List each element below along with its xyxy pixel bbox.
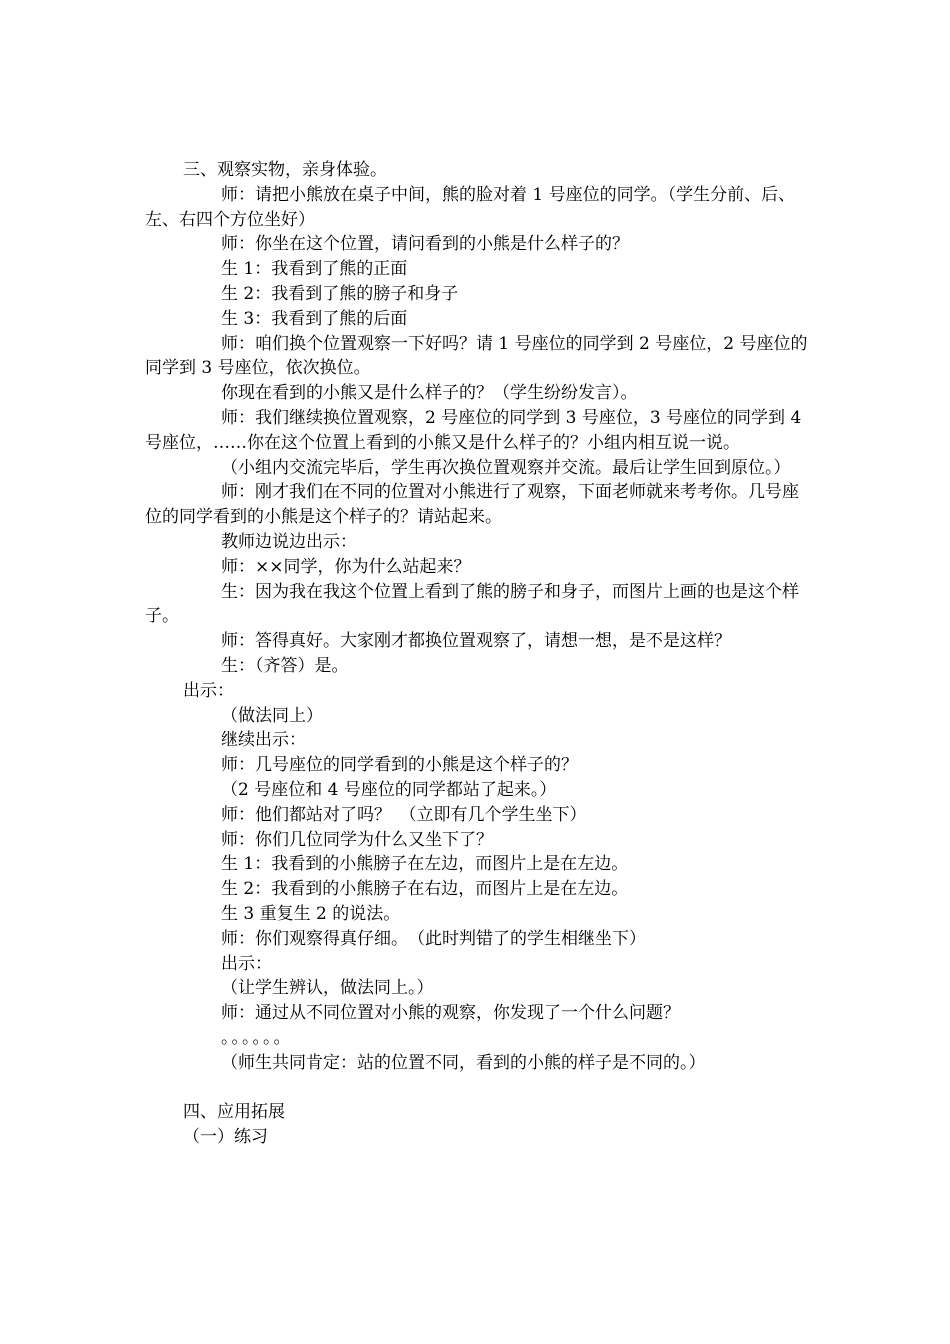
dialogue-line: 生：因为我在我这个位置上看到了熊的膀子和身子，而图片上画的也是这个样子。 (145, 581, 799, 627)
section-3-heading: 三、观察实物，亲身体验。 (183, 160, 387, 180)
dialogue-line: 生 2：我看到了熊的膀子和身子 (221, 283, 459, 304)
dialogue-line: 生 3：我看到了熊的后面 (221, 308, 408, 329)
dialogue-line: 生 1：我看到了熊的正面 (221, 259, 408, 280)
dialogue-line: 出示： (221, 953, 272, 974)
dialogue-line: 生：（齐答）是。 (221, 655, 349, 676)
dialogue-line: 师：我们继续换位置观察，2 号座位的同学到 3 号座位，3 号座位的同学到 4 号座位，……你在这个位置上看到的小熊又是什么样子的？小组内相互说一说。 (145, 407, 802, 453)
dialogue-line: （2 号座位和 4 号座位的同学都站了起来。） (221, 779, 557, 800)
dialogue-line: 出示： (183, 680, 234, 701)
dialogue-line: 师：你们观察得真仔细。 （此时判错了的学生相继坐下） (221, 928, 646, 949)
ellipsis-line: 。。。。。。 (221, 1027, 293, 1048)
dialogue-line: 生 3 重复生 2 的说法。 (221, 903, 401, 924)
dialogue-line: 师：咱们换个位置观察一下好吗？请 1 号座位的同学到 2 号座位，2 号座位的同学到 3 号座位，依次换位。 (145, 333, 808, 379)
dialogue-line: 师：刚才我们在不同的位置对小熊进行了观察，下面老师就来考考你。几号座位的同学看到的小熊是这个样子的？请站起来。 (145, 482, 799, 528)
dialogue-line: 教师边说边出示： (221, 531, 357, 552)
dialogue-line: 师：请把小熊放在桌子中间，熊的脸对着 1 号座位的同学。（学生分前、后、左、右四个方位坐好） (145, 184, 796, 230)
dialogue-line: 师：他们都站对了吗？ （立即有几个学生坐下） (221, 804, 587, 825)
dialogue-line: 生 1：我看到的小熊膀子在左边，而图片上是在左边。 (221, 854, 629, 875)
dialogue-line: （让学生辨认，做法同上。） (221, 978, 434, 999)
dialogue-line: 生 2：我看到的小熊膀子在右边，而图片上是在左边。 (221, 879, 629, 900)
dialogue-line: 师：你坐在这个位置，请问看到的小熊是什么样子的？ (221, 234, 629, 255)
dialogue-line: 继续出示： (221, 730, 306, 751)
section-4-heading: 四、应用拓展 (183, 1102, 285, 1123)
dialogue-line: 你现在看到的小熊又是什么样子的？（学生纷纷发言）。 (221, 383, 638, 404)
dialogue-line: （师生共同肯定：站的位置不同，看到的小熊的样子是不同的。） (221, 1052, 706, 1073)
dialogue-line: （小组内交流完毕后，学生再次换位置观察并交流。最后让学生回到原位。） (221, 457, 791, 478)
dialogue-line: 师：你们几位同学为什么又坐下了？ (221, 829, 493, 850)
document-body (145, 158, 810, 1150)
sub-heading-practice: （一）练习 (183, 1127, 268, 1148)
dialogue-line: （做法同上） (221, 705, 323, 726)
section-gap (145, 1075, 810, 1100)
dialogue-line: 师：通过从不同位置对小熊的观察，你发现了一个什么问题？ (221, 1003, 680, 1024)
dialogue-line: 师：××同学，你为什么站起来？ (221, 556, 471, 577)
dialogue-line: 师：答得真好。大家刚才都换位置观察了，请想一想，是不是这样？ (221, 631, 731, 652)
dialogue-line: 师：几号座位的同学看到的小熊是这个样子的？ (221, 755, 578, 776)
